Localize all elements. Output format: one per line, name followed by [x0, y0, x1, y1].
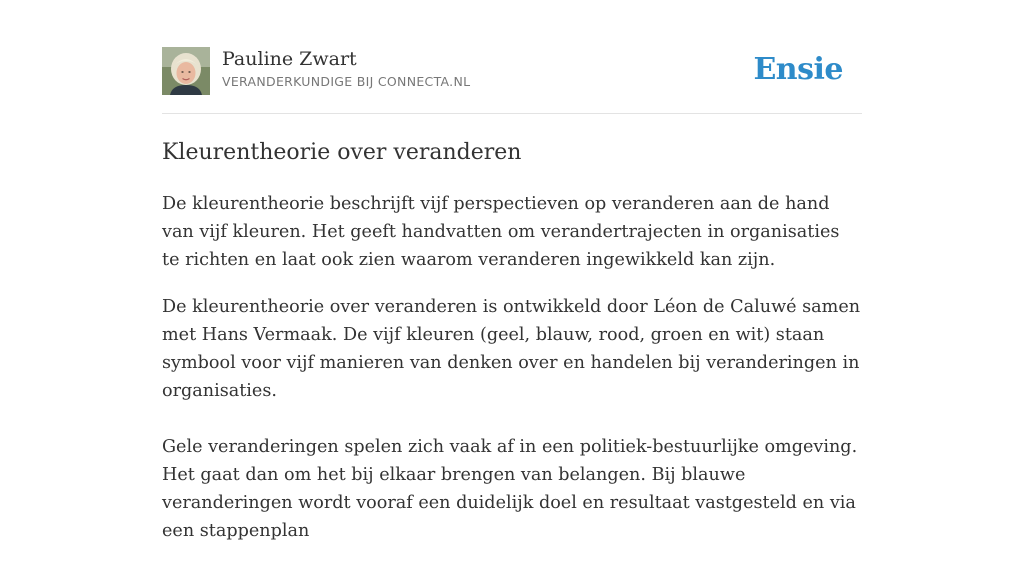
article-body — [162, 190, 862, 564]
header-divider — [162, 113, 862, 114]
avatar-portrait-icon — [162, 47, 210, 95]
article-header — [162, 47, 862, 113]
ensie-logo[interactable]: Ensie — [753, 52, 843, 87]
article-paragraph: Gele veranderingen spelen zich vaak af in een politiek-bestuurlijke omgeving. Het gaat dan om het bij elkaar brengen van belangen. Bij blauwe veranderingen wordt vooraf een duidelijk doel en resultaat vastgesteld en via een stappenplan — [162, 437, 858, 541]
article-paragraph: De kleurentheorie beschrijft vijf perspectieven op veranderen aan de hand van vijf kleuren. Het geeft handvatten om verandertrajecten in organisaties te richten en laat ook zien waarom veranderen ingewikkeld kan zijn. — [162, 194, 840, 270]
author-role: VERANDERKUNDIGE BIJ CONNECTA.NL — [222, 74, 471, 89]
article-card — [162, 0, 862, 541]
author-name[interactable]: Pauline Zwart — [222, 48, 357, 70]
article-paragraph: De kleurentheorie over veranderen is ontwikkeld door Léon de Caluwé samen met Hans Vermaak. De vijf kleuren (geel, blauw, rood, groen en wit) staan symbool voor vijf manieren van denken over en handelen bij veranderingen in organisaties. — [162, 297, 861, 401]
article-title: Kleurentheorie over veranderen — [162, 140, 522, 165]
author-avatar[interactable] — [162, 47, 210, 95]
